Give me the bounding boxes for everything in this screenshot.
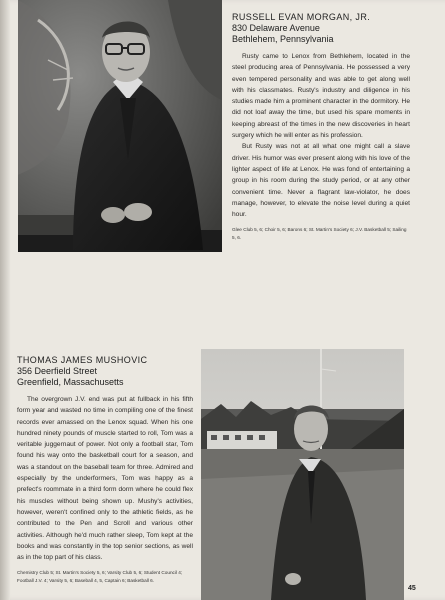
page-number: 45 [408, 585, 416, 592]
student-name: RUSSELL EVAN MORGAN, JR. [232, 12, 371, 22]
portrait-illustration-mushovic [201, 349, 404, 600]
student-address-street: 830 Delaware Avenue [232, 23, 320, 33]
bio-paragraph: But Rusty was not at all what one might call a slave driver. His humor was ever present along with his love of the lighter aspect of life at Lenox. He was fond of entertaining a group in his room during the study period, or at any other convenient time. Never a flagrant law-violator, he does manage, however, to elevate the noise level during a quiet hour. [232, 143, 410, 219]
student-entry-morgan [232, 12, 410, 241]
bio-paragraph: Rusty came to Lenox from Bethlehem, located in the steel producing area of Pennsylvania. He possessed a very even tempered personality and was able to get along well with his classmates. Rusty's industry and diligence in his studies made him a prominent character in the dormitory. He did not loaf away the time, but used his spare moments in keeping abreast of the times in the new discoveries in heart surgery which he will enter as his profession. [232, 53, 410, 140]
portrait-photo-mushovic [201, 349, 404, 600]
student-activities: Chemistry Club 5; St. Martin's Society 5, 6; Varsity Club 5, 6; Student Council 4; Football J.V. 4; Varsity 5, 6; Baseball 4, 5, Captain 6; Basketball 6. [17, 570, 183, 583]
bio-paragraph: The overgrown J.V. end was put at fullback in his fifth form year and wasted no time in compiling one of the finest records ever amassed on the Lenox squad. When his one hundred ninety pounds of muscle started to roll, Tom was a veritable juggernaut of power. Not only a football star, Tom found his way onto the basketball court for a season, and was a standout on the baseball team for three. Admired and especially by the underformers, Tom was happy as a prefect's roommate in a third form dorm where he could flex his muscles without being shown up. Mushy's activities, however, weren't confined only to the athletic fields, as he contributed to the Pen and Scroll and various other activities. Although he'd much rather sleep, Tom kept at the books and was constantly in the top senior sections, as well as in the top part of his class. [17, 396, 193, 562]
portrait-photo-morgan [18, 0, 222, 252]
student-activities: Glee Club 5, 6; Choir 5, 6; Barons 6; St. Martin's Society 6; J.V. Basketball 5; Sailing 5, 6. [232, 227, 407, 240]
student-address-city: Bethlehem, Pennsylvania [232, 34, 334, 44]
portrait-illustration-morgan [18, 0, 222, 252]
student-address-street: 356 Deerfield Street [17, 366, 98, 376]
student-name: THOMAS JAMES MUSHOVIC [17, 355, 148, 365]
page-gutter [0, 0, 10, 600]
student-address-city: Greenfield, Massachusetts [17, 377, 124, 387]
student-entry-mushovic [17, 355, 193, 584]
student-bio [17, 394, 193, 563]
student-bio [232, 51, 410, 220]
